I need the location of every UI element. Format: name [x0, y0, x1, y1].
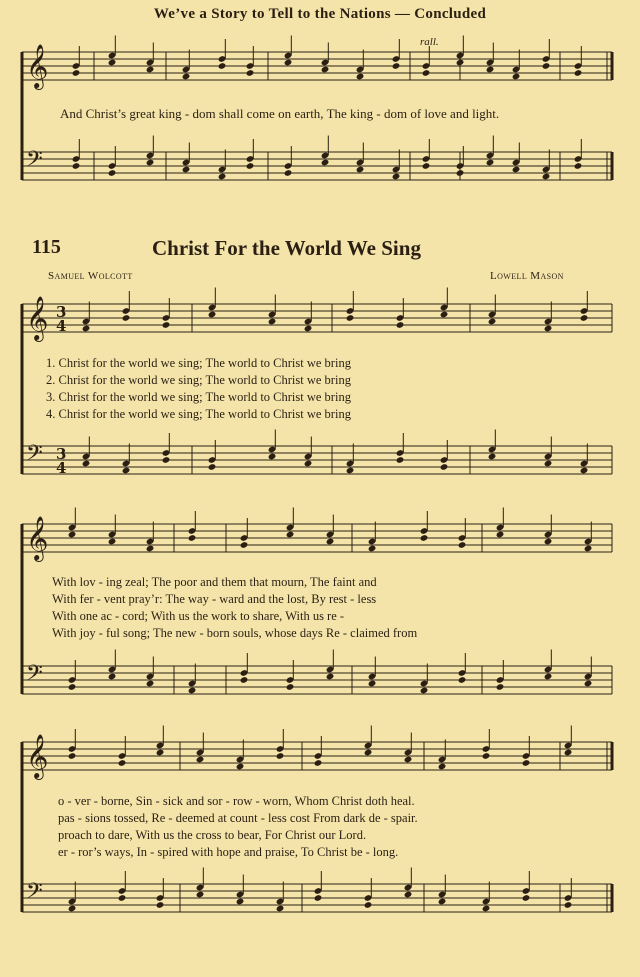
- note-head: [284, 169, 293, 177]
- note-head: [188, 687, 197, 695]
- note-head: [356, 73, 365, 81]
- page-header-title: We’ve a Story to Tell to the Nations — Concluded: [153, 6, 487, 22]
- bass-clef: 𝄢: [26, 147, 43, 177]
- verse-line: er - ror’s ways, In - spired with hope and praise, To Christ be - long.: [58, 845, 399, 859]
- note-head: [368, 545, 377, 553]
- note-head: [321, 66, 330, 74]
- note-head: [580, 467, 589, 475]
- verse-line: 4. Christ for the world we sing; The world to Christ we bring: [46, 407, 351, 421]
- note-head: [486, 159, 495, 167]
- note-head: [458, 676, 467, 684]
- note-head: [182, 73, 191, 81]
- treble-clef: 𝄞: [26, 296, 49, 340]
- note-head: [574, 69, 583, 77]
- time-signature: 3: [56, 445, 67, 463]
- bass-clef: 𝄢: [26, 879, 43, 909]
- note-head: [321, 159, 330, 167]
- verse-line: pas - sions tossed, Re - deemed at count - less cost From dark de - spair.: [58, 811, 418, 825]
- note-head: [208, 311, 217, 319]
- note-head: [284, 59, 293, 67]
- note-head: [420, 687, 429, 695]
- note-head: [440, 463, 449, 471]
- note-head: [486, 66, 495, 74]
- note-head: [542, 62, 551, 70]
- fragment-lyric-line: And Christ’s great king - dom shall come on earth, The king - dom of love and light.: [60, 106, 500, 121]
- note-head: [218, 62, 227, 70]
- words-credit: Samuel Wolcott: [48, 270, 133, 282]
- note-head: [438, 763, 447, 771]
- note-head: [162, 456, 171, 464]
- time-signature: 4: [56, 459, 67, 477]
- note-head: [286, 531, 295, 539]
- verse-line: With joy - ful song; The new - born souls, whose days Re - claimed from: [52, 626, 418, 640]
- note-head: [544, 460, 553, 468]
- note-head: [146, 680, 155, 688]
- note-head: [396, 321, 405, 329]
- note-head: [458, 541, 467, 549]
- verse-line: 3. Christ for the world we sing; The world to Christ we bring: [46, 390, 351, 404]
- note-head: [182, 166, 191, 174]
- note-head: [440, 311, 449, 319]
- note-head: [156, 749, 165, 757]
- note-head: [208, 463, 217, 471]
- verse-line: 2. Christ for the world we sing; The world to Christ we bring: [46, 373, 351, 387]
- note-head: [108, 673, 117, 681]
- note-head: [72, 69, 81, 77]
- note-head: [564, 901, 573, 909]
- note-head: [118, 759, 127, 767]
- note-head: [68, 752, 77, 760]
- note-head: [236, 898, 245, 906]
- note-head: [488, 318, 497, 326]
- verse-line: With one ac - cord; With us the work to share, With us re -: [52, 609, 345, 623]
- note-head: [456, 169, 465, 177]
- note-head: [356, 166, 365, 174]
- note-head: [268, 318, 277, 326]
- note-head: [422, 69, 431, 77]
- note-head: [146, 159, 155, 167]
- note-head: [544, 538, 553, 546]
- note-head: [542, 173, 551, 181]
- note-head: [544, 673, 553, 681]
- note-head: [422, 162, 431, 170]
- treble-clef: 𝄞: [26, 734, 49, 778]
- note-head: [286, 683, 295, 691]
- bass-clef: 𝄢: [26, 441, 43, 471]
- verse-line: o - ver - borne, Sin - sick and sor - row - worn, Whom Christ doth heal.: [58, 794, 415, 808]
- verse-line: With lov - ing zeal; The poor and them that mourn, The faint and: [52, 575, 377, 589]
- note-head: [512, 73, 521, 81]
- note-head: [276, 905, 285, 913]
- note-head: [276, 752, 285, 760]
- note-head: [240, 676, 249, 684]
- note-head: [122, 467, 131, 475]
- note-head: [304, 325, 313, 333]
- note-head: [82, 460, 91, 468]
- note-head: [326, 673, 335, 681]
- note-head: [404, 756, 413, 764]
- time-signature: 3: [56, 303, 67, 321]
- note-head: [146, 66, 155, 74]
- note-head: [122, 314, 131, 322]
- note-head: [404, 891, 413, 899]
- note-head: [246, 162, 255, 170]
- note-head: [364, 901, 373, 909]
- note-head: [488, 453, 497, 461]
- verse-line: proach to dare, With us the cross to bear, For Christ our Lord.: [58, 828, 367, 842]
- note-head: [246, 69, 255, 77]
- note-head: [188, 534, 197, 542]
- note-head: [544, 325, 553, 333]
- note-head: [146, 545, 155, 553]
- treble-clef: 𝄞: [26, 516, 49, 560]
- note-head: [314, 894, 323, 902]
- note-head: [496, 683, 505, 691]
- verse-line: 1. Christ for the world we sing; The world to Christ we bring: [46, 356, 351, 370]
- note-head: [564, 749, 573, 757]
- note-head: [162, 321, 171, 329]
- bass-clef: 𝄢: [26, 661, 43, 691]
- note-head: [512, 166, 521, 174]
- note-head: [118, 894, 127, 902]
- note-head: [196, 891, 205, 899]
- note-head: [496, 531, 505, 539]
- note-head: [438, 898, 447, 906]
- note-head: [420, 534, 429, 542]
- note-head: [456, 59, 465, 67]
- note-head: [482, 905, 491, 913]
- note-head: [218, 173, 227, 181]
- note-head: [108, 59, 117, 67]
- hymn-number: 115: [32, 236, 61, 258]
- note-head: [68, 905, 77, 913]
- note-head: [314, 759, 323, 767]
- note-head: [346, 314, 355, 322]
- note-head: [108, 169, 117, 177]
- tempo-marking: rall.: [420, 36, 439, 48]
- note-head: [392, 173, 401, 181]
- note-head: [68, 531, 77, 539]
- note-head: [196, 756, 205, 764]
- music-credit: Lowell Mason: [490, 270, 564, 282]
- note-head: [108, 538, 117, 546]
- note-head: [392, 62, 401, 70]
- note-head: [364, 749, 373, 757]
- note-head: [240, 541, 249, 549]
- time-signature: 4: [56, 317, 67, 335]
- note-head: [522, 894, 531, 902]
- hymn-title: Christ For the World We Sing: [152, 236, 421, 260]
- note-head: [482, 752, 491, 760]
- note-head: [580, 314, 589, 322]
- note-head: [368, 680, 377, 688]
- note-head: [584, 545, 593, 553]
- note-head: [584, 680, 593, 688]
- verse-line: With fer - vent pray’r: The way - ward and the lost, By rest - less: [52, 592, 377, 606]
- note-head: [304, 460, 313, 468]
- note-head: [72, 162, 81, 170]
- note-head: [346, 467, 355, 475]
- note-head: [522, 759, 531, 767]
- note-head: [396, 456, 405, 464]
- note-head: [236, 763, 245, 771]
- note-head: [156, 901, 165, 909]
- treble-clef: 𝄞: [26, 44, 49, 88]
- note-head: [82, 325, 91, 333]
- note-head: [574, 162, 583, 170]
- note-head: [68, 683, 77, 691]
- note-head: [268, 453, 277, 461]
- note-head: [326, 538, 335, 546]
